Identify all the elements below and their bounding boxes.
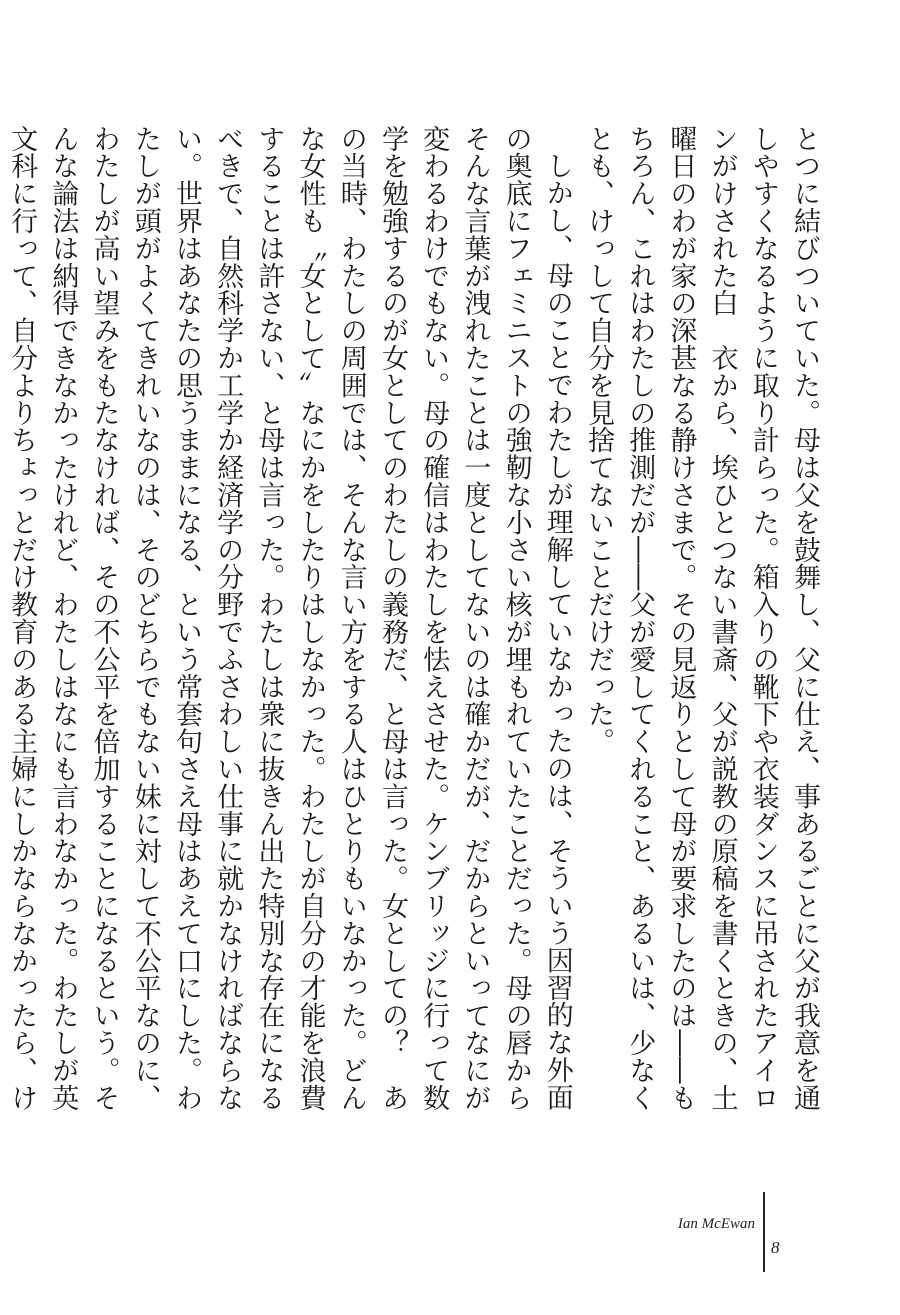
page-number: 8 xyxy=(771,1238,780,1257)
running-footer-author: Ian McEwan xyxy=(677,1216,755,1232)
footer-divider xyxy=(763,1192,765,1272)
paragraph-2: しかし、母のことでわたしが理解していなかったのは、そういう因習的な外面の奥底にフェミニストの強靭な小さい核が埋もれていたことだった。母の唇からそんな言葉が洩れたことは一度としてないのは確かだが、だからといってなにが変わるわけでもない。母の確信はわたしを怯えさせた。ケンブリッジに行って数学を勉強するのが女としてのわたしの義務だ、と母は言った。女としての？ あの当時、わたしの周囲では、そんな言い方をする人はひとりもいなかった。どんな女性も〝女として〟なにかをしたりはしなかった。わたしが自分の才能を浪費することは許さない、と母は言った。わたしは衆に抜きん出た特別な存在になるべきで、自然科学か工学か経済学の分野でふさわしい仕事に就かなければならない。世界はあなたの思うままになる、という常套句さえ母はあえて口にした。わたしが頭がよくてきれいなのは、そのどちらでもない妹に対して不公平なのに、わたしが高い望みをもたなければ、その不公平を倍加することになるという。そんな論法は納得できなかったけれど、わたしはなにも言わなかった。わたしが英文科に行って、自分よりちょっとだけ教育のある主婦にしかならなかったら、け xyxy=(6,125,573,1112)
paragraph-1: とつに結びついていた。母は父を鼓舞し、父に仕え、事あるごとに父が我意を通しやすくなるように取り計らった。箱入りの靴下や衣装ダンスに吊されたアイロンがけされた白 衣から、埃ひとつない書斎、父が説教の原稿を書くときの、土曜日のわが家の深甚なる静けさまで。その見返りとして母が要求したのは――もちろん、これはわたしの推測だが――父が愛してくれること、あるいは、少なくとも、けっして自分を見捨てないことだけだった。 xyxy=(582,125,820,1112)
body-text xyxy=(6,125,825,1135)
